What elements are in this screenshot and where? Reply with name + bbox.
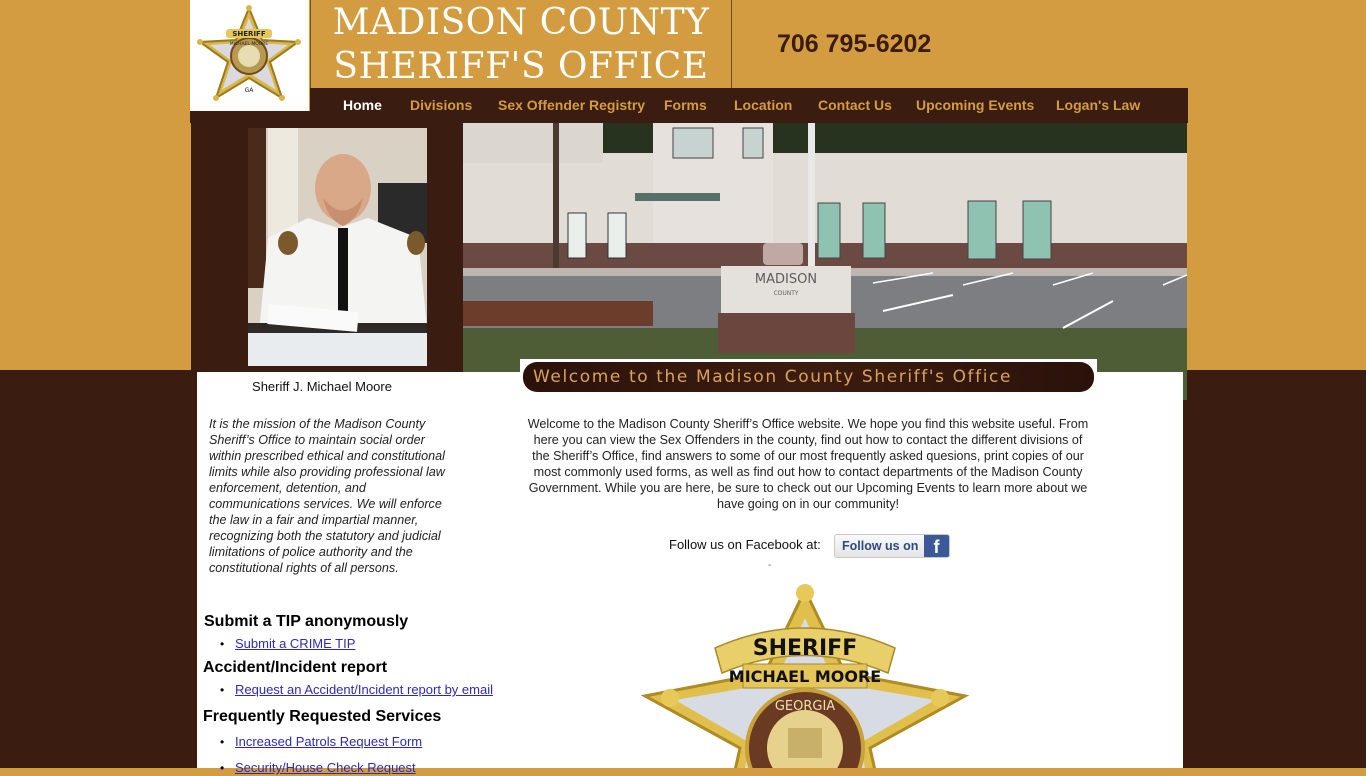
- request-accident-report-link[interactable]: Request an Accident/Incident report by email: [235, 682, 493, 697]
- welcome-banner: [520, 359, 1097, 395]
- submit-crime-tip-link[interactable]: Submit a CRIME TIP: [235, 636, 356, 651]
- nav-bar-left-fill: [190, 111, 310, 123]
- nav-upcoming-events[interactable]: Upcoming Events: [916, 97, 1035, 113]
- star-badge-icon: [640, 578, 970, 768]
- list-item: [202, 682, 493, 698]
- svg-text:GA: GA: [244, 87, 254, 94]
- svg-text:MICHAEL MOORE: MICHAEL MOORE: [728, 667, 882, 686]
- welcome-banner-text: Welcome to the Madison County Sheriff's Office: [523, 362, 1094, 392]
- list-item: [202, 636, 355, 652]
- sheriff-badge-image: [640, 578, 970, 768]
- phone-number: 706 795-6202: [777, 30, 932, 58]
- accident-report-links: [202, 682, 493, 698]
- welcome-paragraph: Welcome to the Madison County Sheriff’s Office website. We hope you find this website useful. From here you can view the Sex Offenders in the county, find out how to contact the different divisions of the Sheriff’s Office, find answers to some of our most frequently asked quesions, print copies of our most commonly used forms, as well as find out how to contact departments of the Madison County Government. While you are here, be sure to check out our Upcoming Events to learn more about we have going on in our community!: [527, 417, 1089, 511]
- site-title-line1: MADISON COUNTY: [332, 2, 710, 43]
- main-nav: [310, 88, 1188, 123]
- svg-text:SHERIFF: SHERIFF: [752, 636, 858, 661]
- nav-location[interactable]: Location: [734, 97, 793, 113]
- separator-dash: -: [768, 560, 772, 571]
- tip-heading: Submit a TIP anonymously: [204, 613, 409, 630]
- svg-text:MADISON: MADISON: [754, 272, 818, 287]
- svg-text:COUNTY: COUNTY: [773, 290, 799, 297]
- nav-logans-law[interactable]: Logan's Law: [1056, 97, 1141, 113]
- sheriff-logo-badge[interactable]: [190, 0, 309, 111]
- nav-contact-us[interactable]: Contact Us: [818, 97, 892, 113]
- list-item: [202, 760, 422, 776]
- increased-patrols-link[interactable]: Increased Patrols Request Form: [235, 734, 423, 749]
- nav-home[interactable]: Home: [343, 97, 382, 113]
- nav-divisions[interactable]: Divisions: [410, 97, 473, 113]
- facebook-button-label: Follow us on: [842, 539, 919, 553]
- facebook-icon: f: [924, 535, 949, 557]
- nav-forms[interactable]: Forms: [664, 97, 707, 113]
- site-title: [310, 0, 732, 89]
- accident-report-heading: Accident/Incident report: [203, 659, 388, 676]
- house-check-request-link[interactable]: Security/House Check Request: [235, 760, 416, 775]
- facebook-label: Follow us on Facebook at:: [669, 537, 821, 552]
- sheriff-caption: Sheriff J. Michael Moore: [252, 379, 392, 394]
- svg-text:MICHAEL MOORE: MICHAEL MOORE: [229, 42, 269, 47]
- tip-links: [202, 636, 355, 652]
- facebook-follow-button[interactable]: [834, 534, 950, 558]
- services-heading: Frequently Requested Services: [203, 708, 442, 725]
- star-badge-icon: [190, 0, 309, 111]
- services-links: [202, 734, 422, 776]
- nav-sex-offender-registry[interactable]: Sex Offender Registry: [498, 97, 646, 113]
- sheriff-photo: [248, 128, 427, 366]
- mission-statement: It is the mission of the Madison County Sheriff’s Office to maintain social order within prescribed ethical and constitutional limits while also providing professional law enforcement, detention, and communications services. We will enforce the law in a fair and impartial manner, recognizing both the statutory and judicial limitations of police authority and the constitutional rights of all persons.: [209, 417, 445, 575]
- svg-text:GEORGIA: GEORGIA: [774, 699, 836, 714]
- site-title-line2: SHERIFF'S OFFICE: [333, 46, 709, 87]
- list-item: [202, 734, 422, 750]
- svg-text:SHERIFF: SHERIFF: [232, 30, 266, 38]
